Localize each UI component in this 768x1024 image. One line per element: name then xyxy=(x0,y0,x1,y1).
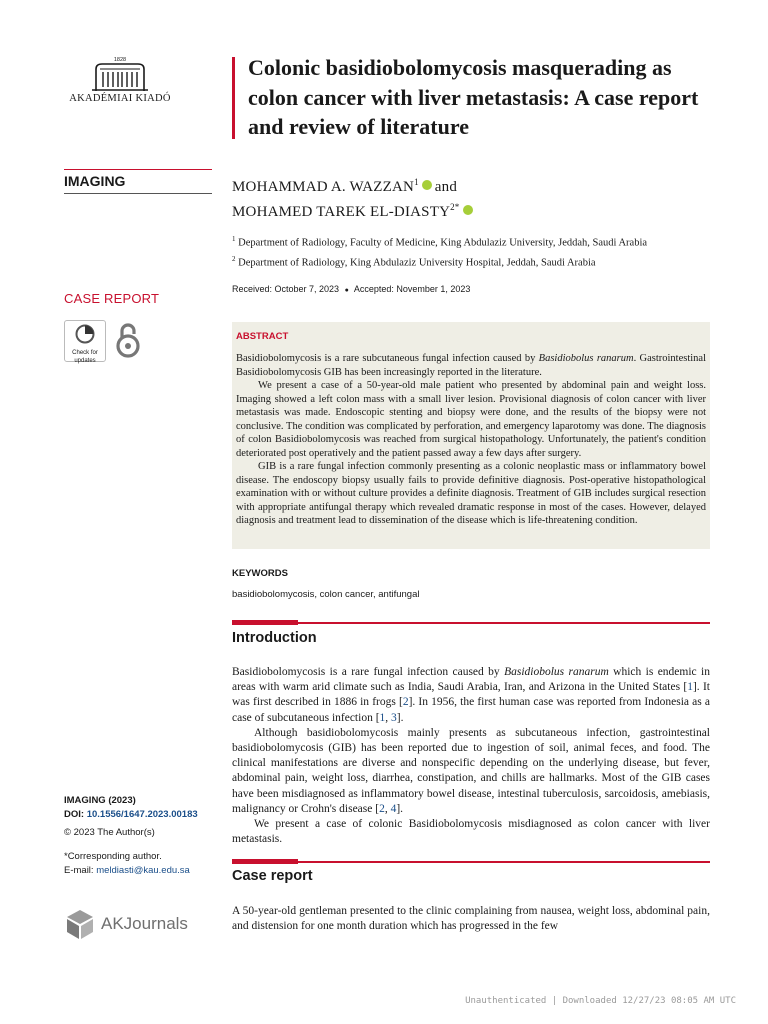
article-title: Colonic basidiobolomycosis masquerading as colon cancer with liver metastasis: A case report and review of literature xyxy=(248,55,699,139)
section-divider-accent xyxy=(232,620,298,625)
author-affil-marker: 2* xyxy=(450,202,460,212)
abstract-heading: ABSTRACT xyxy=(236,331,289,342)
body-paragraph: We present a case of colonic Basidiobolomycosis misdiagnosed as colon cancer with liver metastasis. xyxy=(232,818,710,846)
doi-label: DOI: xyxy=(64,809,87,820)
body-text: ]. xyxy=(396,802,404,815)
abstract-text: Basidiobolomycosis is a rare subcutaneous fungal infection caused by xyxy=(236,353,539,364)
body-text: , xyxy=(385,711,392,724)
publisher-logo xyxy=(64,55,176,104)
keywords-heading: KEYWORDS xyxy=(232,568,288,579)
received-date: Received: October 7, 2023 xyxy=(232,284,340,294)
author-name: MOHAMED TAREK EL-DIASTY xyxy=(232,204,451,220)
author-conjunction: and xyxy=(434,179,458,195)
introduction-body xyxy=(232,665,710,847)
citation-link[interactable]: 2 xyxy=(379,802,385,815)
download-stamp: Unauthenticated | Downloaded 12/27/23 08:05 AM UTC xyxy=(465,996,736,1006)
orcid-icon[interactable] xyxy=(463,205,473,215)
email-line xyxy=(64,864,198,878)
check-updates-label: updates xyxy=(74,357,96,364)
section-heading-introduction: Introduction xyxy=(232,630,317,646)
publication-meta xyxy=(64,794,198,878)
author-line xyxy=(232,197,476,222)
corresponding-author-note: *Corresponding author. xyxy=(64,851,162,862)
species-name: Basidiobolus ranarum xyxy=(538,353,634,364)
body-text: ]. xyxy=(396,711,404,724)
akjournals-wordmark: AKJournals xyxy=(101,914,188,933)
author-affil-marker: 1 xyxy=(414,177,419,187)
body-text: Basidiobolomycosis is a rare fungal infection caused by xyxy=(232,666,505,678)
copyright: © 2023 The Author(s) xyxy=(64,827,155,838)
article-dates xyxy=(232,284,470,294)
accepted-date: Accepted: November 1, 2023 xyxy=(353,284,471,294)
citation-link[interactable]: 3 xyxy=(391,711,397,724)
abstract-paragraph: GIB is a rare fungal infection commonly presenting as a colonic neoplastic mass or inflammatory bowel disease. The endoscopy biopsy usually fails to provide definitive diagnosis. Post-operative histopathological examination with or without culture provides a definite diagnosis. Treatment of GIB includes surgical resection with appropriate antifungal therapy which revealed dramatic response in most of the cases. However, delayed diagnosis and treatment lead to dissemination of the disease which is life-threatening condition. xyxy=(236,461,706,526)
abstract-box xyxy=(232,322,710,549)
citation-link[interactable]: 1 xyxy=(687,681,693,694)
check-for-updates-button[interactable] xyxy=(64,320,106,362)
title-accent-bar xyxy=(232,57,235,139)
author-list xyxy=(232,172,476,222)
email-label: E-mail: xyxy=(64,865,97,876)
journal-section-label: IMAGING xyxy=(64,173,126,189)
email-link[interactable]: meldiasti@kau.edu.sa xyxy=(96,865,190,876)
open-access-icon xyxy=(115,322,141,363)
check-updates-label: Check for xyxy=(72,350,98,356)
body-text: which is endemic in areas with warm arid climate such as India, Saudi Arabia, Iran, and Arizona in the United States [ xyxy=(232,666,710,694)
section-divider xyxy=(232,622,710,624)
affiliation-number: 2 xyxy=(232,255,236,263)
doi-line xyxy=(64,808,198,822)
section-heading-case-report: Case report xyxy=(232,868,313,884)
abstract-paragraph: We present a case of a 50-year-old male patient who presented by abdominal pain and weight loss. Imaging showed a left colon mass with a small liver lesion. Provisional diagnosis of colon cancer with liver metastasis was made. Endoscopic stenting and biopsy were done, and the results of the biopsy were not conclusive. The condition was complicated by perforation, and emergency laparotomy was done. The diagnosis of colon Basidiobolomycosis was reached from surgical histopathology. Unfortunately, the patient's condition deteriorated post operatively and the patient passed away a few days after surgery. xyxy=(236,380,706,459)
case-report-body xyxy=(232,904,710,934)
section-divider xyxy=(232,861,710,863)
author-name: MOHAMMAD A. WAZZAN xyxy=(232,179,415,195)
citation-link[interactable]: 1 xyxy=(379,711,386,724)
date-separator: ● xyxy=(344,287,349,294)
section-rule xyxy=(64,169,212,170)
citation-link[interactable]: 2 xyxy=(402,696,409,709)
body-paragraph: A 50-year-old gentleman presented to the clinic complaining from nausea, weight loss, abdominal pain, and distension for one month duration which has progressed in the few xyxy=(232,905,710,933)
akjournals-cube-icon xyxy=(64,908,96,940)
doi-link[interactable]: 10.1556/1647.2023.00183 xyxy=(86,809,198,820)
author-line xyxy=(232,172,476,197)
affiliation xyxy=(232,255,596,269)
abstract-paragraph xyxy=(236,352,706,379)
affiliation xyxy=(232,235,647,249)
affiliation-text: Department of Radiology, King Abdulaziz University Hospital, Jeddah, Saudi Arabia xyxy=(238,257,596,269)
affiliation-number: 1 xyxy=(232,235,236,243)
body-text: , xyxy=(384,802,391,815)
affiliation-text: Department of Radiology, Faculty of Medicine, King Abdulaziz University, Jeddah, Saudi Arabia xyxy=(238,237,648,249)
academy-building-icon xyxy=(88,55,152,91)
body-text: ]. In 1956, the first human case was reported from Indonesia as a case of subcutaneous infection [ xyxy=(232,696,711,724)
section-divider-accent xyxy=(232,859,298,864)
species-name: Basidiobolus ranarum xyxy=(504,666,609,678)
journal-citation: IMAGING (2023) xyxy=(64,795,136,806)
section-rule xyxy=(64,193,212,194)
article-type-label: CASE REPORT xyxy=(64,291,160,306)
body-text: ]. It was first described in 1886 in frogs [ xyxy=(232,681,710,709)
citation-link[interactable]: 4 xyxy=(390,802,397,815)
publisher-name: AKADÉMIAI KIADÓ xyxy=(69,93,171,104)
body-paragraph xyxy=(232,665,710,726)
founding-year: 1828 xyxy=(113,57,127,63)
akjournals-logo[interactable] xyxy=(64,908,188,940)
body-paragraph xyxy=(232,726,710,817)
orcid-icon[interactable] xyxy=(422,180,432,190)
check-updates-icon xyxy=(75,324,95,344)
keywords-list: basidiobolomycosis, colon cancer, antifungal xyxy=(232,589,420,600)
abstract-text: . Gastrointestinal Basidiobolomycosis GIB has been increasingly reported in the literature. xyxy=(236,353,706,378)
body-text: Although basidiobolomycosis mainly presents as subcutaneous infection, gastrointestinal basidiobolomycosis (GIB) has been reported due to ingestion of soil, animal feces, and food. The clinical manifestations are diverse and nonspecific depending on the underlying disease, but fever, abdominal pain, weight loss, diarrhea, constipation, and chills are hallmarks. Most of the GIB cases have been misdiagnosed as inflammatory bowel disease, intestinal tuberculosis, sarcoidosis, amebiasis, malignancy or Crohn's disease [ xyxy=(232,726,710,815)
